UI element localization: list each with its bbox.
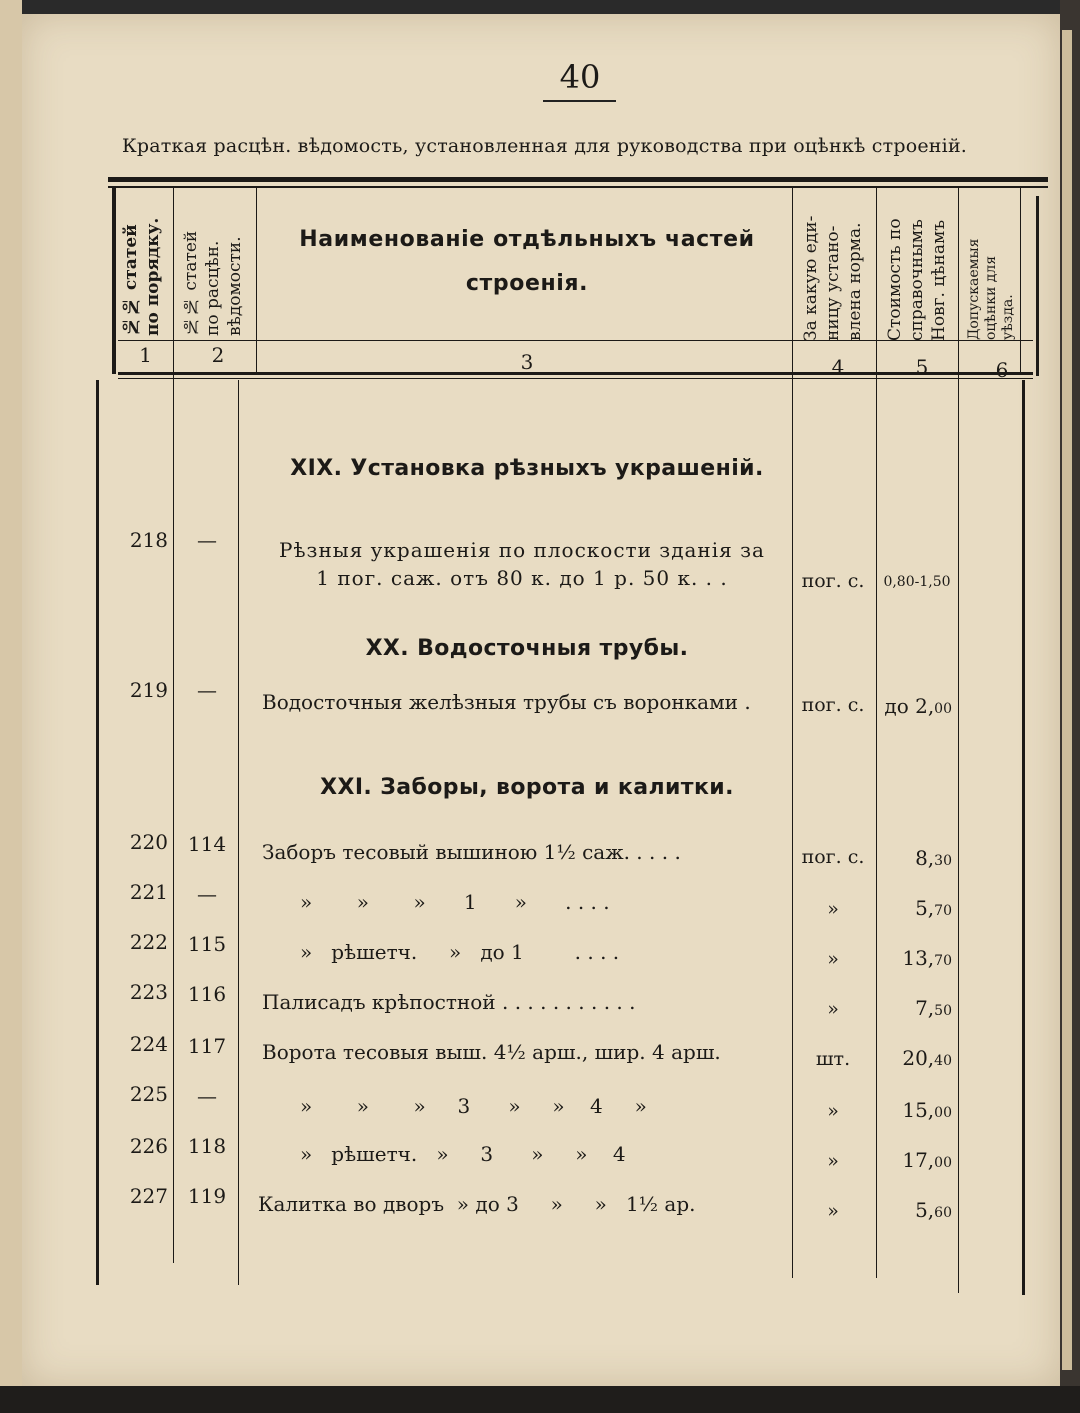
header-col6: Допускаемыя оцѣнки для уѣзда.: [966, 238, 1016, 340]
row-number: 219: [129, 678, 168, 702]
row-ref: 119: [187, 1184, 227, 1208]
row-description: » рѣшетч. » до 1 . . . .: [300, 940, 620, 964]
colnum-6: 6: [995, 358, 1009, 382]
col-rule-2-head: [256, 188, 257, 374]
page-right-edge: [1060, 0, 1080, 1413]
row-number: 222: [129, 930, 168, 954]
colnum-5: 5: [915, 355, 929, 379]
row-price: 17,00: [902, 1148, 952, 1172]
col-rule-2: [238, 380, 239, 1285]
table-top-rule-thin: [108, 186, 1048, 188]
header-col3: Наименованіе отдѣльныхъ частей строенія.: [299, 227, 755, 296]
row-number: 223: [129, 980, 168, 1004]
row-unit: пог. с.: [801, 846, 865, 868]
row-number: 218: [129, 528, 168, 552]
header-col1: №№ статей по порядку.: [121, 217, 163, 336]
row-description: Водосточныя желѣзныя трубы съ воронками .: [262, 690, 751, 714]
row-unit: пог. с.: [801, 570, 865, 592]
row-price: 15,00: [902, 1098, 952, 1122]
header-col2: №№ статей по расцѣн. вѣдомости.: [181, 230, 245, 336]
section-heading: XXI. Заборы, ворота и калитки.: [320, 775, 734, 800]
row-number: 227: [129, 1184, 168, 1208]
section-heading: XIX. Установка рѣзныхъ украшеній.: [290, 456, 764, 481]
row-number: 220: [129, 830, 168, 854]
row-unit: »: [827, 1150, 839, 1172]
right-border-head: [1036, 196, 1039, 376]
row-number: 224: [129, 1032, 168, 1056]
row-price: 0,80-1,50: [883, 574, 951, 590]
row-ref: 117: [187, 1034, 227, 1058]
row-description: Рѣзныя украшенія по плоскости зданія за: [279, 538, 765, 562]
table-top-rule: [108, 177, 1048, 182]
row-ref: —: [197, 1084, 217, 1108]
row-unit: пог. с.: [801, 694, 865, 716]
row-description: Ворота тесовыя выш. 4½ арш., шир. 4 арш.: [262, 1040, 721, 1064]
left-border: [112, 188, 116, 374]
right-border: [1022, 380, 1025, 1295]
col-rule-5: [958, 188, 959, 1293]
row-number: 226: [129, 1134, 168, 1158]
row-ref: —: [197, 882, 217, 906]
row-description: » рѣшетч. » 3 » » 4: [300, 1142, 626, 1166]
left-border-body: [96, 380, 99, 1285]
col-rule-1: [173, 188, 174, 1263]
row-description: Заборъ тесовый вышиною 1½ саж. . . . .: [262, 840, 681, 864]
row-unit: »: [827, 898, 839, 920]
colnum-2: 2: [211, 343, 225, 367]
row-unit: »: [827, 998, 839, 1020]
section-heading: XX. Водосточныя трубы.: [365, 636, 689, 661]
row-number: 225: [129, 1082, 168, 1106]
row-number: 221: [129, 880, 168, 904]
row-price: 7,50: [915, 996, 952, 1020]
row-description: » » » 3 » » 4 »: [300, 1094, 647, 1118]
row-price: 8,30: [915, 846, 952, 870]
row-description-line2: 1 пог. саж. отъ 80 к. до 1 р. 50 к. . .: [316, 566, 728, 590]
header-col5: Стоимость по справочнымъ Новг. цѣнамъ: [885, 218, 949, 341]
header-col4: За какую еди- ницу устано- влена норма.: [801, 215, 865, 341]
row-unit: »: [827, 1200, 839, 1222]
page-left-edge: [0, 0, 22, 1413]
row-ref: 115: [187, 932, 227, 956]
col-rule-6: [1020, 188, 1021, 373]
row-price: 5,60: [915, 1198, 952, 1222]
row-price: 20,40: [902, 1046, 952, 1070]
row-price: до 2,00: [884, 694, 952, 718]
page-number: 40: [559, 58, 601, 96]
row-unit: »: [827, 1100, 839, 1122]
page-bottom-edge: [0, 1386, 1080, 1413]
row-price: 5,70: [915, 896, 952, 920]
colnum-3: 3: [520, 350, 534, 374]
row-ref: —: [197, 528, 217, 552]
row-unit: »: [827, 948, 839, 970]
row-ref: 114: [187, 832, 227, 856]
table-caption: Краткая расцѣн. вѣдомость, установленная для руководства при оцѣнкѣ строеній.: [122, 135, 968, 157]
colnum-4: 4: [831, 355, 845, 379]
page-number-underline: [543, 100, 616, 102]
row-ref: 118: [187, 1134, 227, 1158]
row-ref: —: [197, 678, 217, 702]
colnum-1: 1: [139, 343, 152, 367]
row-ref: 116: [187, 982, 227, 1006]
row-description: Палисадъ крѣпостной . . . . . . . . . . .: [262, 990, 636, 1014]
row-unit: шт.: [815, 1048, 851, 1070]
row-description: » » » 1 » . . . .: [300, 890, 610, 914]
row-description: Калитка во дворъ » до 3 » » 1½ ар.: [258, 1192, 696, 1216]
row-price: 13,70: [902, 946, 952, 970]
